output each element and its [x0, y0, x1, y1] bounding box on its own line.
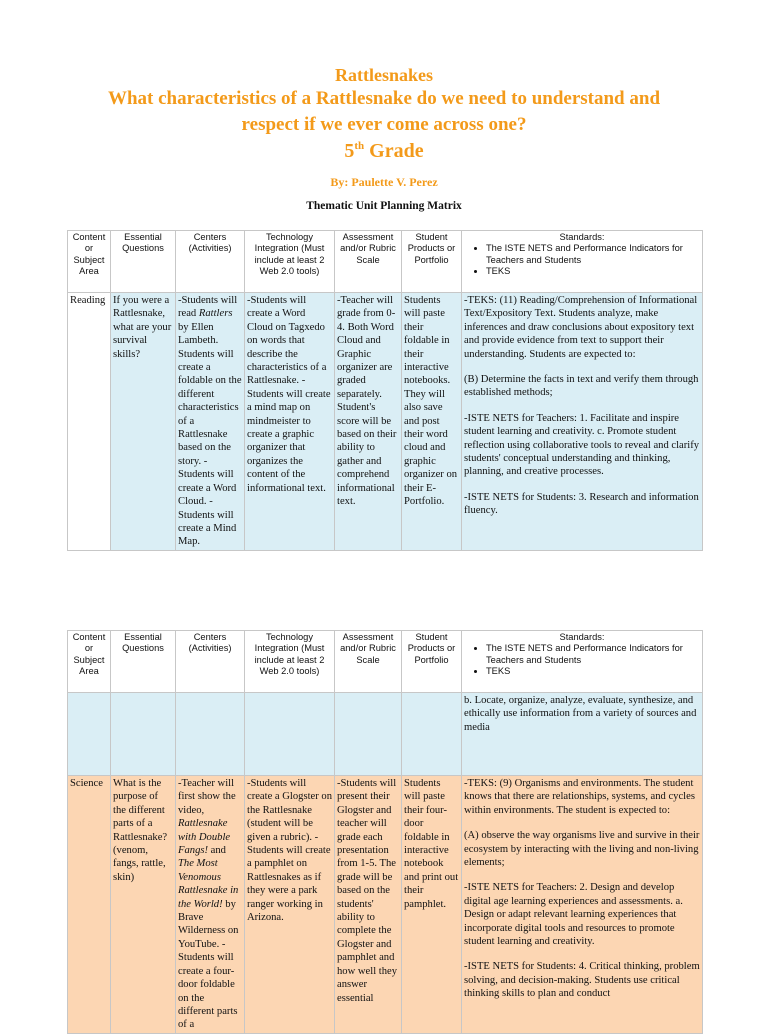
technology-cell: -Students will create a Glogster on the Rattlesnake (student will be given a rubric). -Students will create a pamphlet on Rattlesnakes as if they were a park ranger working in Arizona.	[245, 776, 335, 1034]
header-assessment: Assessment and/or Rubric Scale	[335, 631, 402, 693]
document-title: Rattlesnakes	[335, 65, 433, 85]
standards-list	[464, 243, 700, 277]
grade-word: Grade	[369, 140, 424, 162]
matrix-title: Thematic Unit Planning Matrix	[306, 200, 462, 212]
essential-question-cell	[111, 693, 176, 776]
header-centers: Centers (Activities)	[176, 631, 245, 693]
header-essential: Essential Questions	[111, 631, 176, 693]
standards-paragraph: -ISTE NETS for Teachers: 1. Facilitate and inspire student learning and creativity. c. Promote student reflection using collaborative tools to reveal and clarify students' conceptual understanding and thinking, planning, and creative processes.	[464, 412, 700, 478]
assessment-cell: -Students will present their Glogster and teacher will grade each presentation from 1-5. The grade will be based on the students' ability to complete the Glogster and pamphlet and how well they answer essential	[335, 776, 402, 1034]
subject-cell	[68, 693, 111, 776]
centers-text: and	[208, 845, 226, 857]
products-cell: Students will paste their foldable in their interactive notebooks. They will also save and post their word cloud and graphic organizer on their E-Portfolio.	[402, 293, 462, 551]
header-row	[68, 231, 703, 293]
grade-number: 5	[344, 140, 355, 162]
header-standards	[462, 231, 703, 293]
assessment-cell	[335, 693, 402, 776]
standards-cell	[462, 293, 703, 551]
planning-matrix-table-2	[67, 630, 703, 1034]
header-essential: Essential Questions	[111, 231, 176, 293]
standards-title: Standards:	[559, 232, 605, 242]
standards-cell	[462, 776, 703, 1034]
products-cell	[402, 693, 462, 776]
centers-cell	[176, 293, 245, 551]
standards-paragraph: -ISTE NETS for Teachers: 2. Design and develop digital age learning experiences and assessments. a. Design or adapt relevant learning experiences that incorporate digital tools and resources to promote student learning and creativity.	[464, 882, 683, 948]
grade-level	[0, 138, 768, 164]
technology-cell	[245, 693, 335, 776]
document-title-block	[0, 64, 768, 190]
subject-cell: Reading	[68, 293, 111, 551]
grade-suffix: th	[354, 140, 365, 152]
book-title: Rattlers	[198, 308, 233, 320]
standards-paragraph: -TEKS: (9) Organisms and environments. The student knows that there are relationships, systems, and cycles within environments. The student is expected to:	[464, 778, 695, 816]
header-assessment: Assessment and/or Rubric Scale	[335, 231, 402, 293]
author-line: By: Paulette V. Perez	[330, 175, 438, 189]
reading-row	[68, 293, 703, 551]
header-technology: Technology Integration (Must include at least 2 Web 2.0 tools)	[245, 231, 335, 293]
header-technology: Technology Integration (Must include at least 2 Web 2.0 tools)	[245, 631, 335, 693]
standards-item: • The ISTE NETS and Performance Indicators for Teachers and Students	[486, 243, 700, 266]
assessment-cell: -Teacher will grade from 0-4. Both Word Cloud and Graphic organizer are graded separately. Student's score will be based on their ability to gather and comprehend informational text.	[335, 293, 402, 551]
standards-paragraph: (A) observe the way organisms live and survive in their ecosystem by interacting with the living and non-living elements;	[464, 830, 700, 869]
header-products: Student Products or Portfolio	[402, 231, 462, 293]
header-products: Student Products or Portfolio	[402, 631, 462, 693]
essential-question-line1: What characteristics of a Rattlesnake do we need to understand and	[107, 88, 661, 109]
standards-paragraph: -ISTE NETS for Students: 4. Critical thinking, problem solving, and decision-making. Students use critical thinking skills to plan and conduct	[464, 961, 700, 1000]
subject-cell: Science	[68, 776, 111, 1034]
standards-item: • TEKS	[486, 666, 700, 677]
essential-question-cell: What is the purpose of the different parts of a Rattlesnake? (venom, fangs, rattle, skin)	[111, 776, 176, 1034]
standards-title: Standards:	[559, 632, 605, 642]
header-content: Content or Subject Area	[68, 631, 111, 693]
continued-row	[68, 693, 703, 776]
video-title: Rattlesnake with Double Fangs!	[178, 818, 231, 857]
standards-list	[464, 643, 700, 677]
standards-paragraph: -ISTE NETS for Students: 3. Research and information fluency.	[464, 491, 699, 517]
centers-cell	[176, 776, 245, 1034]
essential-question-line2: respect if we ever come across one?	[241, 114, 527, 135]
header-row	[68, 631, 703, 693]
centers-text: -Teacher will first show the video,	[178, 778, 236, 816]
standards-item: • TEKS	[486, 266, 700, 277]
centers-cell	[176, 693, 245, 776]
standards-paragraph: (B) Determine the facts in text and verify them through established methods;	[464, 374, 699, 399]
technology-cell: -Students will create a Word Cloud on Tagxedo on words that describe the characteristics of a Rattlesnake. -Students will create a mind map on mindmeister to create a graphic organizer that organizes the content of the informational text.	[245, 293, 335, 551]
essential-question-cell: If you were a Rattlesnake, what are your survival skills?	[111, 293, 176, 551]
standards-item: • The ISTE NETS and Performance Indicators for Teachers and Students	[486, 643, 700, 666]
centers-text: by Brave Wilderness on YouTube. -Students will create a four-door foldable on the different parts of a	[178, 898, 239, 1031]
products-cell: Students will paste their four-door foldable in interactive notebook and print out their pamphlet.	[402, 776, 462, 1034]
header-standards	[462, 631, 703, 693]
video-title: The Most Venomous Rattlesnake in the World!	[178, 858, 239, 910]
standards-paragraph: -TEKS: (11) Reading/Comprehension of Informational Text/Expository Text. Students analyze, make inferences and draw conclusions about expository text and provide evidence from text to support their understanding. Students are expected to:	[464, 295, 698, 360]
centers-text: by Ellen Lambeth. Students will create a foldable on the different characteristics of a Rattlesnake based on the story. -Students will create a Word Cloud. -Students will create a Mind Map.	[178, 321, 242, 548]
planning-matrix-table-1	[67, 230, 703, 551]
science-row	[68, 776, 703, 1034]
header-centers: Centers (Activities)	[176, 231, 245, 293]
header-content: Content or Subject Area	[68, 231, 111, 293]
standards-cell: b. Locate, organize, analyze, evaluate, synthesize, and ethically use information from a variety of sources and media	[462, 693, 703, 776]
centers-text: -Students will read	[178, 295, 238, 320]
